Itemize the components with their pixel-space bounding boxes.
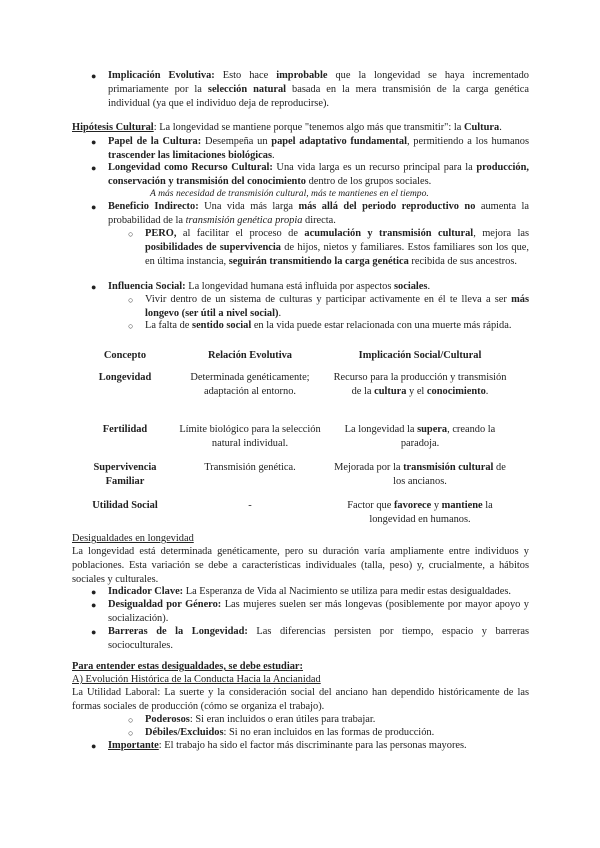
- barreras-longevidad-item: Barreras de la Longevidad: Las diferencias persisten por tiempo, espacio y barreras socioculturales.: [108, 626, 529, 651]
- table-cell-relacion: Transmisión genética.: [204, 462, 296, 473]
- desigualdades-heading: Desigualdades en longevidad: [72, 533, 194, 544]
- estudiar-subheading: A) Evolución Histórica de la Conducta Hacia la Ancianidad: [72, 674, 321, 685]
- table-cell-concepto: Longevidad: [98, 372, 152, 383]
- table-cell-concepto: Supervivencia Familiar: [93, 462, 157, 487]
- circle-bullet-icon: ○: [128, 728, 134, 738]
- bullet-icon: ●: [91, 627, 97, 637]
- circle-bullet-icon: ○: [128, 229, 134, 239]
- table-cell-implicacion: Recurso para la producción y transmisión de la cultura y el conocimiento.: [333, 372, 507, 397]
- table-header-concepto: Concepto: [103, 350, 147, 361]
- table-header-implicacion: Implicación Social/Cultural: [358, 350, 482, 361]
- bullet-icon: ●: [91, 137, 97, 147]
- table-header-relacion: Relación Evolutiva: [208, 350, 292, 361]
- table-cell-implicacion: Mejorada por la transmisión cultural de los ancianos.: [334, 462, 506, 487]
- beneficio-indirecto-item: Beneficio Indirecto: Una vida más larga más allá del periodo reproductivo no aumenta la probabilidad de la transmisión genética propia directa.: [108, 201, 529, 226]
- table-cell-relacion: Límite biológico para la selección natural individual.: [179, 424, 321, 449]
- bullet-icon: ●: [91, 282, 97, 292]
- desigualdades-paragraph: La longevidad está determinada genéticamente, pero su duración varía ampliamente entre individuos y poblaciones. Esta variación se debe a características individuales (talla, peso) y, crucialmente, a hábitos sociales y culturales.: [72, 546, 529, 585]
- table-cell-concepto: Utilidad Social: [92, 500, 158, 511]
- poderosos-item: Poderosos: Si eran incluidos o eran útiles para trabajar.: [145, 714, 376, 725]
- implicacion-evolutiva-item: Implicación Evolutiva: Esto hace improbable que la longevidad se haya incrementado primariamente por la selección natural basada en la mera transmisión de la carga genética individual (ya que el individuo deja de reproducirse).: [108, 70, 529, 109]
- table-cell-concepto: Fertilidad: [102, 424, 148, 435]
- papel-cultura-item: Papel de la Cultura: Desempeña un papel adaptativo fundamental, permitiendo a los humanos trascender las limitaciones biológicas.: [108, 136, 530, 161]
- recurso-cultural-item: Longevidad como Recurso Cultural: Una vida larga es un recurso principal para la producción, conservación y transmisión del conocimiento dentro de los grupos sociales.: [108, 162, 529, 187]
- table-cell-implicacion: La longevidad la supera, creando la paradoja.: [344, 424, 496, 449]
- hipotesis-cultural-heading: Hipótesis Cultural: [72, 122, 154, 133]
- circle-bullet-icon: ○: [128, 715, 134, 725]
- table-cell-implicacion: Factor que favorece y mantiene la longevidad en humanos.: [347, 500, 493, 525]
- desigualdad-genero-item: Desigualdad por Género: Las mujeres suelen ser más longevas (posiblemente por mayor apoyo y socialización).: [108, 599, 529, 624]
- bullet-icon: ●: [91, 202, 97, 212]
- bullet-icon: ●: [91, 600, 97, 610]
- bullet-icon: ●: [91, 741, 97, 751]
- influencia-social-item: Influencia Social: La longevidad humana está influida por aspectos sociales.: [108, 281, 431, 292]
- importante-item: Importante: El trabajo ha sido el factor más discriminante para las personas mayores.: [108, 740, 467, 751]
- circle-bullet-icon: ○: [128, 321, 134, 331]
- recurso-cultural-note: A más necesidad de transmisión cultural, más te mantienes en el tiempo.: [150, 188, 429, 199]
- table-cell-relacion: Determinada genéticamente; adaptación al entorno.: [190, 372, 310, 397]
- circle-bullet-icon: ○: [128, 295, 134, 305]
- indicador-clave-item: Indicador Clave: La Esperanza de Vida al Nacimiento se utiliza para medir estas desigualdades.: [108, 586, 511, 597]
- hipotesis-cultural-paragraph: Hipótesis Cultural: La longevidad se mantiene porque "tenemos algo más que transmitir": la Cultura.: [72, 122, 502, 133]
- bullet-icon: ●: [91, 163, 97, 173]
- beneficio-subitem: PERO, al facilitar el proceso de acumulación y transmisión cultural, mejora las posibilidades de supervivencia de hijos, nietos y familiares. Estos familiares son los que, en última instancia, seguirán transmitiendo la carga genética recibida de sus ancestros.: [145, 228, 530, 267]
- bullet-icon: ●: [91, 71, 97, 81]
- debiles-item: Débiles/Excluidos: Si no eran incluidos en las formas de producción.: [145, 727, 435, 738]
- influencia-subitem-1: Vivir dentro de un sistema de culturas y participar activamente en él te lleva a ser más longevo (ser útil a nivel social).: [145, 294, 529, 319]
- bullet-icon: ●: [91, 587, 97, 597]
- utilidad-laboral-paragraph: La Utilidad Laboral: La suerte y la consideración social del anciano han dependido históricamente de las formas sociales de producción (cómo se organiza el trabajo).: [72, 687, 529, 712]
- table-cell-relacion: -: [248, 500, 252, 511]
- estudiar-heading: Para entender estas desigualdades, se debe estudiar:: [72, 661, 303, 672]
- influencia-subitem-2: La falta de sentido social en la vida puede estar relacionada con una muerte más rápida.: [145, 320, 512, 331]
